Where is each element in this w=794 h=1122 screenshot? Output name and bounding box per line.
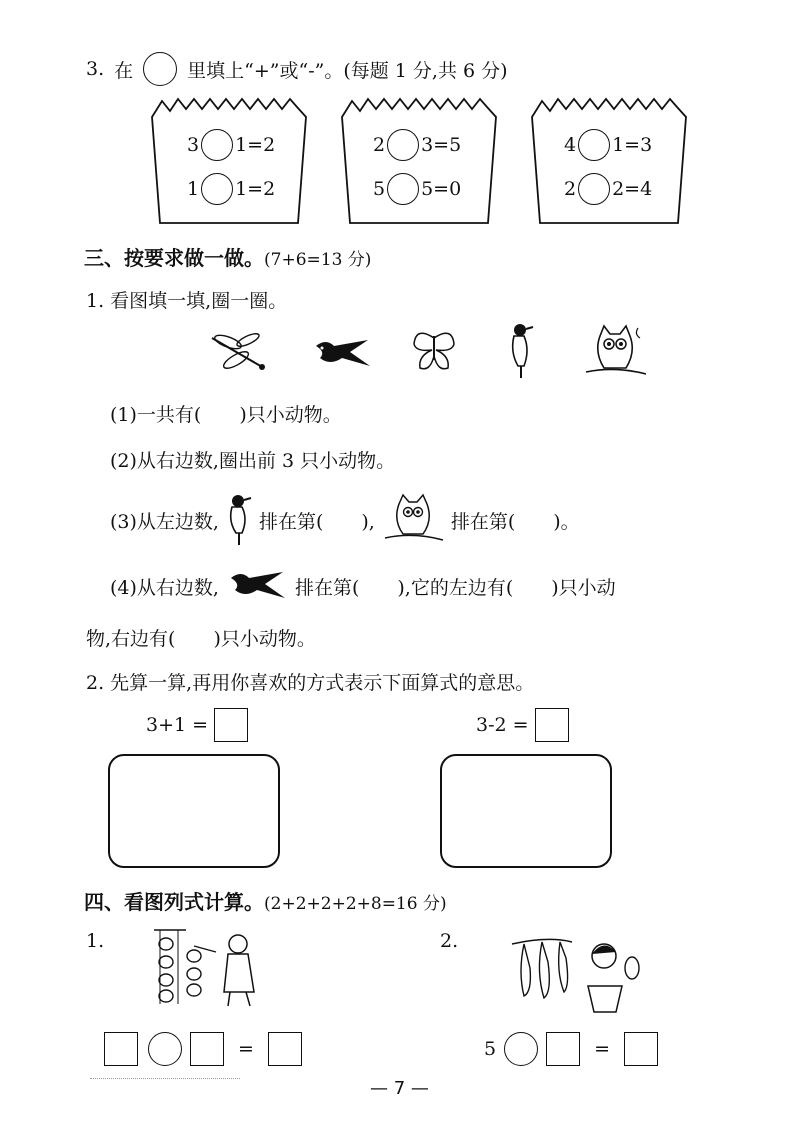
answer-circle[interactable] xyxy=(148,1032,182,1066)
s4-problem-1-number: 1. xyxy=(86,930,105,952)
footer-divider xyxy=(90,1078,240,1079)
s4-equation-1: = xyxy=(104,1032,302,1066)
peppers-child-icon xyxy=(508,932,643,1018)
owl-icon xyxy=(580,322,650,384)
answer-box[interactable] xyxy=(190,1032,224,1066)
answer-box[interactable] xyxy=(546,1032,580,1066)
bag-3-row-1: 4 1=3 xyxy=(564,129,652,161)
answer-box[interactable] xyxy=(104,1032,138,1066)
s3-sub-1: (1)一共有( )只小动物。 xyxy=(110,404,342,426)
bag-1-row-1: 3 1=2 xyxy=(187,129,275,161)
s3-sub-3: (3)从左边数, 排在第( ), 排在第( )。 xyxy=(110,492,580,548)
answer-box[interactable] xyxy=(535,708,569,742)
s4-equation-2: 5 = xyxy=(484,1032,658,1066)
answer-circle[interactable] xyxy=(504,1032,538,1066)
s3-sub-4-cont: 物,右边有( )只小动物。 xyxy=(86,628,316,650)
section-4-heading: 四、看图列式计算。(2+2+2+2+8=16 分) xyxy=(84,890,447,914)
bag-2-row-2: 5 5=0 xyxy=(373,173,461,205)
swallow-icon xyxy=(227,568,287,604)
bag-3-row-2: 2 2=4 xyxy=(564,173,652,205)
answer-circle[interactable] xyxy=(201,129,233,161)
bag-2 xyxy=(340,95,498,225)
owl-icon xyxy=(381,492,445,548)
answer-circle-example xyxy=(143,52,177,86)
s3-sub-4: (4)从右边数, 排在第( ),它的左边有( )只小动 xyxy=(110,568,616,604)
bag-2-row-1: 2 3=5 xyxy=(373,129,461,161)
answer-circle[interactable] xyxy=(578,129,610,161)
butterfly-icon xyxy=(410,326,458,374)
bag-1-row-2: 1 1=2 xyxy=(187,173,275,205)
q3-number: 3. xyxy=(86,58,105,80)
s3-q1-title: 1. 看图填一填,圈一圈。 xyxy=(86,290,288,312)
answer-circle[interactable] xyxy=(387,173,419,205)
woodpecker-icon xyxy=(508,322,534,380)
answer-box[interactable] xyxy=(214,708,248,742)
drawing-area-2[interactable] xyxy=(440,754,612,868)
answer-box[interactable] xyxy=(624,1032,658,1066)
s3-sub-2: (2)从右边数,圈出前 3 只小动物。 xyxy=(110,450,396,472)
q3-instruction-line xyxy=(86,52,508,86)
page-number: — 7 — xyxy=(370,1078,429,1099)
q3-instruction: 里填上“+”或“-”。(每题 1 分,共 6 分) xyxy=(187,59,508,82)
answer-box[interactable] xyxy=(268,1032,302,1066)
answer-circle[interactable] xyxy=(387,129,419,161)
section-3-heading: 三、按要求做一做。(7+6=13 分) xyxy=(84,246,372,270)
woodpecker-icon xyxy=(227,493,251,547)
s4-problem-2-number: 2. xyxy=(440,930,459,952)
equation-1: 3+1 = xyxy=(146,708,248,742)
q3-prefix: 在 xyxy=(114,59,134,82)
drawing-area-1[interactable] xyxy=(108,754,280,868)
lanterns-child-icon xyxy=(150,926,265,1008)
answer-circle[interactable] xyxy=(578,173,610,205)
bag-3 xyxy=(530,95,688,225)
answer-circle[interactable] xyxy=(201,173,233,205)
swallow-icon xyxy=(312,336,372,374)
equation-2: 3-2 = xyxy=(476,708,569,742)
bag-1 xyxy=(150,95,308,225)
dragonfly-icon xyxy=(208,330,268,375)
s3-q2-title: 2. 先算一算,再用你喜欢的方式表示下面算式的意思。 xyxy=(86,672,535,694)
